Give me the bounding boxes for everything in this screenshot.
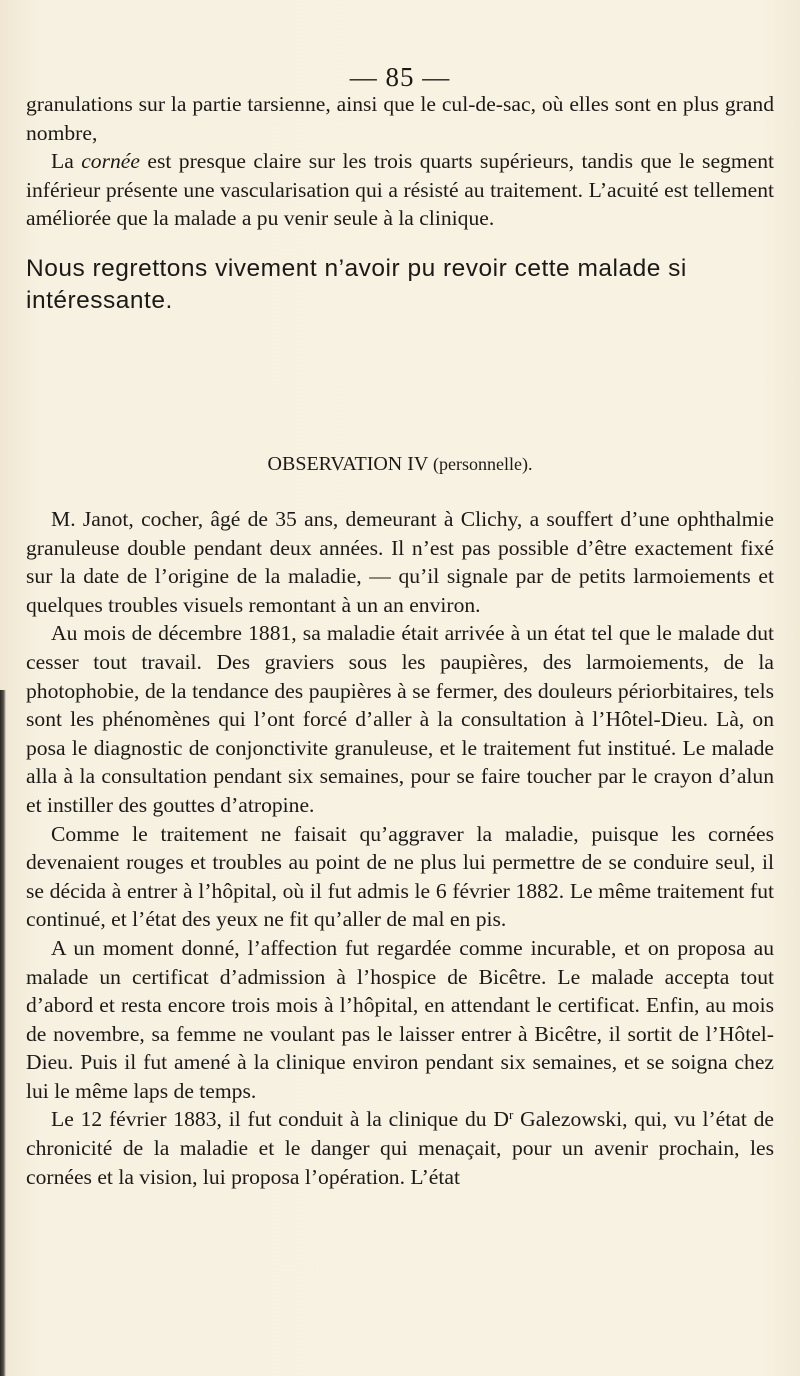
text-run: est presque claire sur les trois quarts supérieurs, tandis que le segment inférieur présente une vascularisation qui a résisté au traitement. L’acuité est tellement améliorée que la malade a pu venir seule à la clinique. [26,149,774,231]
text-run: Galezowski, qui, vu l’état de chronicité de la maladie et le danger qui menaçait, pour un avenir prochain, les cornées et la vision, lui proposa l’opération. L’état [26,1107,774,1189]
text-line: Nous regrettons vivement n’avoir pu revoir cette malade si intéressante. [26,255,687,314]
paragraph: Au mois de décembre 1881, sa maladie était arrivée à un état tel que le malade dut cesser tout travail. Des graviers sous les paupières, des larmoiements, de la photophobie, de la tendance des paupières à se fermer, des douleurs périorbitaires, tels sont les phénomènes qui l’ont forcé d’aller à la consultation à l’Hôtel-Dieu. Là, on posa le diagnostic de conjonctivite granuleuse, et le traitement fut institué. Le malade alla à la consultation pendant six semaines, pour se faire toucher par le crayon d’alun et instiller des gouttes d’atropine. [26,621,774,817]
observation-subtitle: (personnelle). [433,454,533,474]
paragraph-cornea [26,147,774,233]
paragraph-regret [26,253,774,317]
text-line: granulations sur la partie tarsienne, ainsi que le cul-de-sac, où elles sont en plus grand nombre, [26,92,774,145]
paragraph [26,1105,774,1191]
text-run: La [51,149,82,174]
text-run: Le 12 février 1883, il fut conduit à la clinique du D [51,1107,509,1132]
italic-term: cornée [81,149,140,174]
paragraph-granulations [26,90,774,233]
paragraph: A un moment donné, l’affection fut regardée comme incurable, et on proposa au malade un certificat d’admission à l’hospice de Bicêtre. Le malade accepta tout d’abord et resta encore trois mois à l’hôpital, en attendant le certificat. Enfin, au mois de novembre, sa femme ne voulant pas le laisser entrer à Bicêtre, il sortit de l’Hôtel-Dieu. Puis il fut amené à la clinique environ pendant six semaines, et se soigna chez lui le même laps de temps. [26,935,774,1103]
observation-title: OBSERVATION IV [267,453,428,475]
observation-heading [0,453,800,476]
superscript: r [508,1107,514,1123]
paragraph: Comme le traitement ne faisait qu’aggraver la maladie, puisque les cornées devenaient rouges et troubles au point de ne plus lui permettre de se conduire seul, il se décida à entrer à l’hôpital, où il fut admis le 6 février 1882. Le même traitement fut continué, et l’état des yeux ne fit qu’aller de mal en pis. [26,821,774,932]
binding-edge [0,690,6,1376]
page-number: — 85 — [349,62,451,92]
observation-body [26,505,774,1191]
paragraph: M. Janot, cocher, âgé de 35 ans, demeurant à Clichy, a souffert d’une ophthalmie granuleuse double pendant deux années. Il n’est pas possible d’être exactement fixé sur la date de l’origine de la maladie, — qu’il signale par de petits larmoiements et quelques troubles visuels remontant à un an environ. [26,507,774,617]
